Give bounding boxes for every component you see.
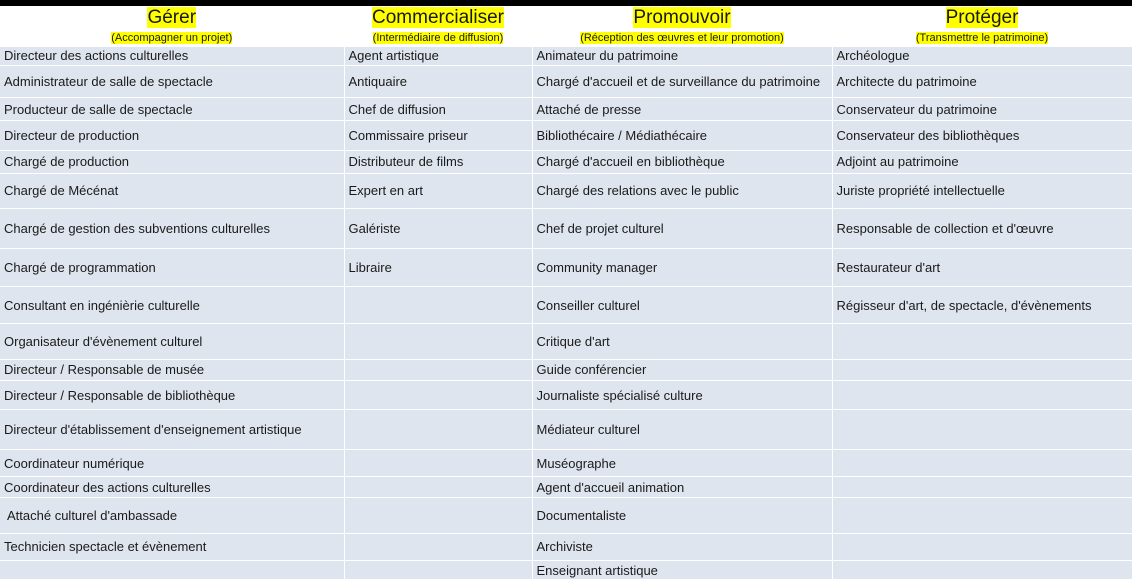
header-proteger bbox=[832, 6, 1132, 47]
header-title: Promouvoir bbox=[633, 7, 731, 28]
table-cell bbox=[344, 477, 532, 498]
table-cell: Commissaire priseur bbox=[344, 121, 532, 150]
table-cell: Conservateur des bibliothèques bbox=[832, 121, 1132, 150]
table-row bbox=[0, 324, 1132, 360]
table-cell: Chef de projet culturel bbox=[532, 209, 832, 249]
table-row bbox=[0, 150, 1132, 173]
header-gerer bbox=[0, 6, 344, 47]
table-cell: Guide conférencier bbox=[532, 360, 832, 381]
table-cell: Directeur de production bbox=[0, 121, 344, 150]
table-row bbox=[0, 450, 1132, 477]
header-row bbox=[0, 6, 1132, 47]
table-cell: Archéologue bbox=[832, 47, 1132, 66]
table-cell bbox=[832, 477, 1132, 498]
table-cell bbox=[832, 450, 1132, 477]
table-cell: Producteur de salle de spectacle bbox=[0, 98, 344, 121]
table-row bbox=[0, 561, 1132, 580]
table-row bbox=[0, 249, 1132, 287]
table-cell: Attaché de presse bbox=[532, 98, 832, 121]
table-cell bbox=[344, 450, 532, 477]
table-row bbox=[0, 98, 1132, 121]
header-subtitle: (Réception des œuvres et leur promotion) bbox=[580, 32, 784, 44]
careers-table bbox=[0, 6, 1132, 580]
table-cell: Muséographe bbox=[532, 450, 832, 477]
table-row bbox=[0, 286, 1132, 324]
table-cell bbox=[344, 561, 532, 580]
table-cell: Archiviste bbox=[532, 533, 832, 560]
header-title: Protéger bbox=[945, 7, 1019, 28]
table-cell: Responsable de collection et d'œuvre bbox=[832, 209, 1132, 249]
table-cell bbox=[832, 410, 1132, 450]
table-cell: Technicien spectacle et évènement bbox=[0, 533, 344, 560]
table-cell: Documentaliste bbox=[532, 498, 832, 534]
table-cell bbox=[0, 561, 344, 580]
table-cell: Régisseur d'art, de spectacle, d'évènements bbox=[832, 286, 1132, 324]
table-cell: Chargé d'accueil en bibliothèque bbox=[532, 150, 832, 173]
table-cell: Expert en art bbox=[344, 173, 532, 209]
table-cell: Chargé des relations avec le public bbox=[532, 173, 832, 209]
table-cell bbox=[832, 324, 1132, 360]
table-cell: Architecte du patrimoine bbox=[832, 65, 1132, 97]
header-subtitle: (Accompagner un projet) bbox=[111, 32, 233, 44]
table-cell bbox=[344, 533, 532, 560]
table-cell: Adjoint au patrimoine bbox=[832, 150, 1132, 173]
table-cell: Organisateur d'évènement culturel bbox=[0, 324, 344, 360]
table-cell bbox=[344, 286, 532, 324]
header-promouvoir bbox=[532, 6, 832, 47]
table-cell: Distributeur de films bbox=[344, 150, 532, 173]
table-cell: Critique d'art bbox=[532, 324, 832, 360]
table-cell: Directeur / Responsable de bibliothèque bbox=[0, 380, 344, 409]
table-cell: Consultant en ingénièrie culturelle bbox=[0, 286, 344, 324]
table-cell: Animateur du patrimoine bbox=[532, 47, 832, 66]
table-cell: Agent artistique bbox=[344, 47, 532, 66]
table-row bbox=[0, 410, 1132, 450]
table-cell: Agent d'accueil animation bbox=[532, 477, 832, 498]
table-row bbox=[0, 121, 1132, 150]
table-cell: Médiateur culturel bbox=[532, 410, 832, 450]
table-cell: Coordinateur numérique bbox=[0, 450, 344, 477]
table-cell bbox=[344, 324, 532, 360]
table-cell bbox=[344, 410, 532, 450]
table-cell: Conseiller culturel bbox=[532, 286, 832, 324]
table-row bbox=[0, 209, 1132, 249]
table-cell bbox=[832, 360, 1132, 381]
table-cell: Journaliste spécialisé culture bbox=[532, 380, 832, 409]
table-row bbox=[0, 360, 1132, 381]
table-cell bbox=[344, 380, 532, 409]
table-row bbox=[0, 498, 1132, 534]
table-cell: Restaurateur d'art bbox=[832, 249, 1132, 287]
table-cell: Chargé d'accueil et de surveillance du patrimoine bbox=[532, 65, 832, 97]
table-cell: Galériste bbox=[344, 209, 532, 249]
table-row bbox=[0, 477, 1132, 498]
table-cell: Conservateur du patrimoine bbox=[832, 98, 1132, 121]
header-title: Commercialiser bbox=[372, 7, 504, 28]
table-row bbox=[0, 65, 1132, 97]
table-cell: Directeur / Responsable de musée bbox=[0, 360, 344, 381]
header-subtitle: (Transmettre le patrimoine) bbox=[915, 32, 1049, 44]
table-cell: Antiquaire bbox=[344, 65, 532, 97]
table-cell: Chef de diffusion bbox=[344, 98, 532, 121]
table-row bbox=[0, 47, 1132, 66]
table-cell: Administrateur de salle de spectacle bbox=[0, 65, 344, 97]
table-cell: Attaché culturel d'ambassade bbox=[0, 498, 344, 534]
table-cell: Enseignant artistique bbox=[532, 561, 832, 580]
table-row bbox=[0, 380, 1132, 409]
table-cell: Directeur des actions culturelles bbox=[0, 47, 344, 66]
table-cell bbox=[832, 380, 1132, 409]
table-cell: Bibliothécaire / Médiathécaire bbox=[532, 121, 832, 150]
table-cell: Chargé de programmation bbox=[0, 249, 344, 287]
table-row bbox=[0, 173, 1132, 209]
table-cell: Juriste propriété intellectuelle bbox=[832, 173, 1132, 209]
table-cell: Libraire bbox=[344, 249, 532, 287]
header-subtitle: (Intermédiaire de diffusion) bbox=[372, 32, 504, 44]
table-cell: Chargé de Mécénat bbox=[0, 173, 344, 209]
header-title: Gérer bbox=[147, 7, 197, 28]
table-cell bbox=[344, 498, 532, 534]
table-cell bbox=[832, 561, 1132, 580]
table-cell bbox=[832, 533, 1132, 560]
table-cell: Community manager bbox=[532, 249, 832, 287]
table-cell: Chargé de gestion des subventions culturelles bbox=[0, 209, 344, 249]
table-cell: Chargé de production bbox=[0, 150, 344, 173]
header-commercialiser bbox=[344, 6, 532, 47]
table-cell bbox=[344, 360, 532, 381]
table-cell bbox=[832, 498, 1132, 534]
table-cell: Coordinateur des actions culturelles bbox=[0, 477, 344, 498]
table-cell: Directeur d'établissement d'enseignement artistique bbox=[0, 410, 344, 450]
table-row bbox=[0, 533, 1132, 560]
